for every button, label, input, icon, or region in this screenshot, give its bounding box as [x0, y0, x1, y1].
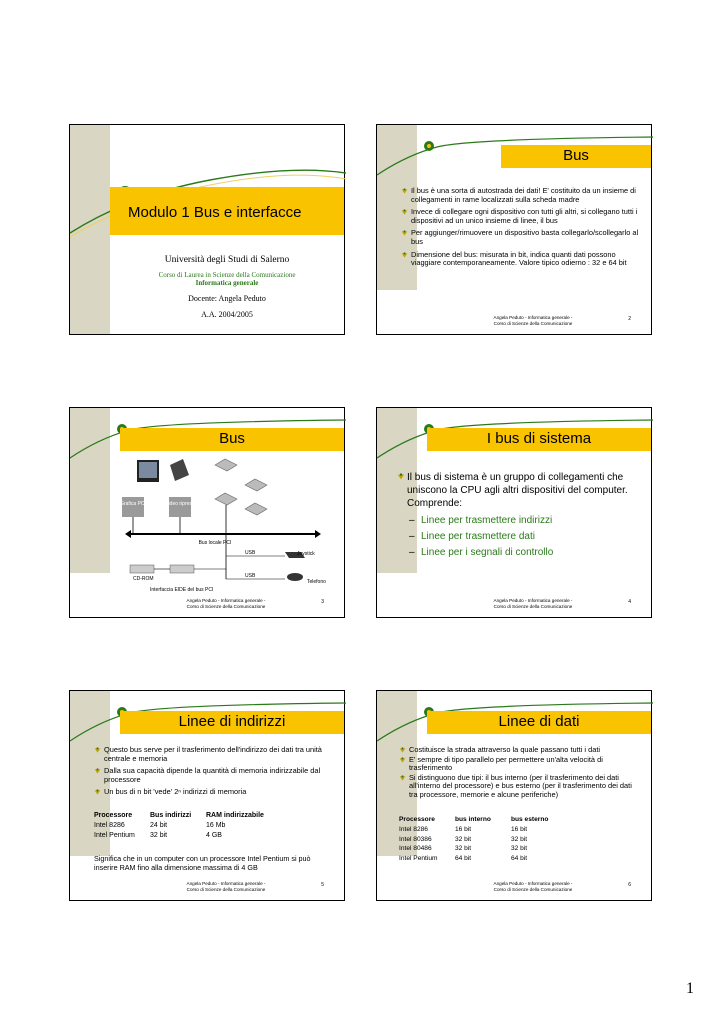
sub-item: – Linee per trasmettere dati	[409, 531, 535, 542]
slide-title: I bus di sistema	[486, 430, 592, 447]
slide-title: Bus	[563, 147, 589, 164]
bullet-item: Il bus è una sorta di autostrada dei dati! E' costituito da un insieme di collegamenti in rame localizzati sulla scheda madre	[401, 187, 641, 204]
slide-number: 3	[321, 599, 324, 605]
course: Corso di Laurea in Scienze della Comunicazione	[158, 271, 296, 279]
teacher: Docente: Angela Peduto	[188, 294, 266, 303]
video-label: Video ripresa	[165, 501, 195, 507]
slide-footer: Angela Peduto - Informatica generale - Corso di Scienze della Comunicazione	[186, 881, 266, 892]
bullet-icon	[94, 768, 101, 775]
bullet-item: Un bus di n bit 'vede' 2ⁿ indirizzi di memoria	[94, 788, 334, 797]
slide-number: 6	[628, 882, 631, 888]
table-row: Intel 8286 16 bit 16 bit	[399, 825, 528, 833]
drive-icon	[170, 565, 194, 573]
slide-number: 4	[628, 599, 631, 605]
slide-1	[69, 124, 345, 335]
phone-icon	[287, 573, 303, 581]
slide-footer: Angela Peduto - Informatica generale - Corso di Scienze della Comunicazione	[493, 598, 573, 609]
cdrom-icon	[130, 565, 154, 573]
slide-6	[376, 690, 652, 901]
usb-label: USB	[245, 573, 256, 579]
slide-footer: Angela Peduto - Informatica generale - Corso di Scienze della Comunicazione	[186, 598, 266, 609]
slide-number: 5	[321, 882, 324, 888]
bullet-icon	[399, 775, 406, 782]
university: Università degli Studi di Salerno	[164, 255, 290, 265]
bullet-icon	[401, 230, 408, 237]
bullet-icon	[401, 209, 408, 216]
bullet-icon	[401, 188, 408, 195]
bullet-item: Si distinguono due tipi: il bus interno (per il trasferimento dei dati all'interno del processore) e bus esterno (per il trasferimento dei dati tra processore, memorie e alcune periferiche)	[399, 774, 641, 800]
telefono-label: Telefono	[307, 579, 326, 585]
slide-footer: Angela Peduto - Informatica generale - Corso di Scienze della Comunicazione	[493, 881, 573, 892]
data-table	[399, 815, 571, 864]
year: A.A. 2004/2005	[201, 310, 253, 319]
grafica-label: Grafica PCI	[120, 501, 146, 507]
slide-number: 2	[628, 316, 631, 322]
table-header: Processore bus interno bus esterno	[399, 816, 549, 823]
slide-5	[69, 690, 345, 901]
bullet-item: Questo bus serve per il trasferimento dell'indirizzo dei dati tra unità centrale e memoria	[94, 746, 334, 763]
cdrom-label: CD-ROM	[133, 576, 154, 582]
subject: Informatica generale	[195, 279, 259, 287]
interfaccia-label: Interfaccia EIDE del bus PCI	[150, 587, 214, 593]
bullet-icon	[399, 757, 406, 764]
table-row: Intel 80486 32 bit 32 bit	[399, 845, 528, 853]
slide-title: Bus	[219, 430, 245, 447]
address-table	[94, 811, 266, 841]
bullet-item: E' sempre di tipo parallelo per permettere un'alta velocità di trasferimento	[399, 756, 641, 773]
video-card	[169, 497, 191, 517]
slide-3	[69, 407, 345, 618]
slide-title: Modulo 1 Bus e interfacce	[128, 204, 302, 221]
bullet-item: Dimensione del bus: misurata in bit, indica quanti dati possono viaggiare contemporaneamente. Valore tipico odierno : 32 e 64 bit	[401, 251, 641, 268]
table-row: Intel 8286 24 bit 16 Mb	[94, 822, 226, 829]
slide-4	[376, 407, 652, 618]
table-header: Processore Bus indirizzi RAM indirizzabile	[94, 812, 264, 819]
grafica-card	[122, 497, 144, 517]
sub-item: – Linee per i segnali di controllo	[409, 547, 554, 558]
slide-2	[376, 124, 652, 335]
bullet-icon	[397, 473, 405, 481]
sub-item: – Linee per trasmettere indirizzi	[409, 515, 553, 526]
page-number: 1	[686, 980, 694, 997]
slide-footer: Angela Peduto - Informatica generale - Corso di Scienze della Comunicazione	[493, 315, 573, 326]
bullet-item: Il bus di sistema è un gruppo di collegamenti che uniscono la CPU agli altri dispositivi del computer. Comprende:	[397, 471, 641, 510]
table-row: Intel 80386 32 bit 32 bit	[399, 835, 528, 843]
note-text: Significa che in un computer con un processore Intel Pentium si può inserire RAM fino alla dimensione massima di 4 GB	[94, 854, 311, 872]
slide-title: Linee di dati	[498, 713, 580, 730]
bullet-item: Per aggiunger/rimuovere un dispositivo basta collegarlo/scollegarlo al bus	[401, 229, 641, 246]
bullet-item: Dalla sua capacità dipende la quantità di memoria indirizzabile dal processore	[94, 767, 334, 784]
joystick-label: Joystick	[297, 551, 315, 557]
table-row: Intel Pentium 64 bit 64 bit	[399, 855, 528, 863]
table-row: Intel Pentium 32 bit 4 GB	[94, 832, 222, 839]
bullet-item: Invece di collegare ogni dispositivo con tutti gli altri, si collegano tutti i dispositivi ad un unico insieme di linee, il bus	[401, 208, 641, 225]
bus-diagram	[120, 455, 326, 597]
title-band	[110, 187, 344, 235]
usb-label: USB	[245, 550, 256, 556]
bullet-icon	[94, 747, 101, 754]
slide-title: Linee di indirizzi	[178, 713, 286, 730]
bullet-icon	[399, 747, 406, 754]
ball-icon	[424, 141, 434, 151]
bullet-icon	[401, 252, 408, 259]
bullet-icon	[94, 789, 101, 796]
bus-label: Bus locale PCI	[198, 540, 232, 546]
bullet-item: Costituisce la strada attraverso la quale passano tutti i dati	[399, 746, 641, 755]
